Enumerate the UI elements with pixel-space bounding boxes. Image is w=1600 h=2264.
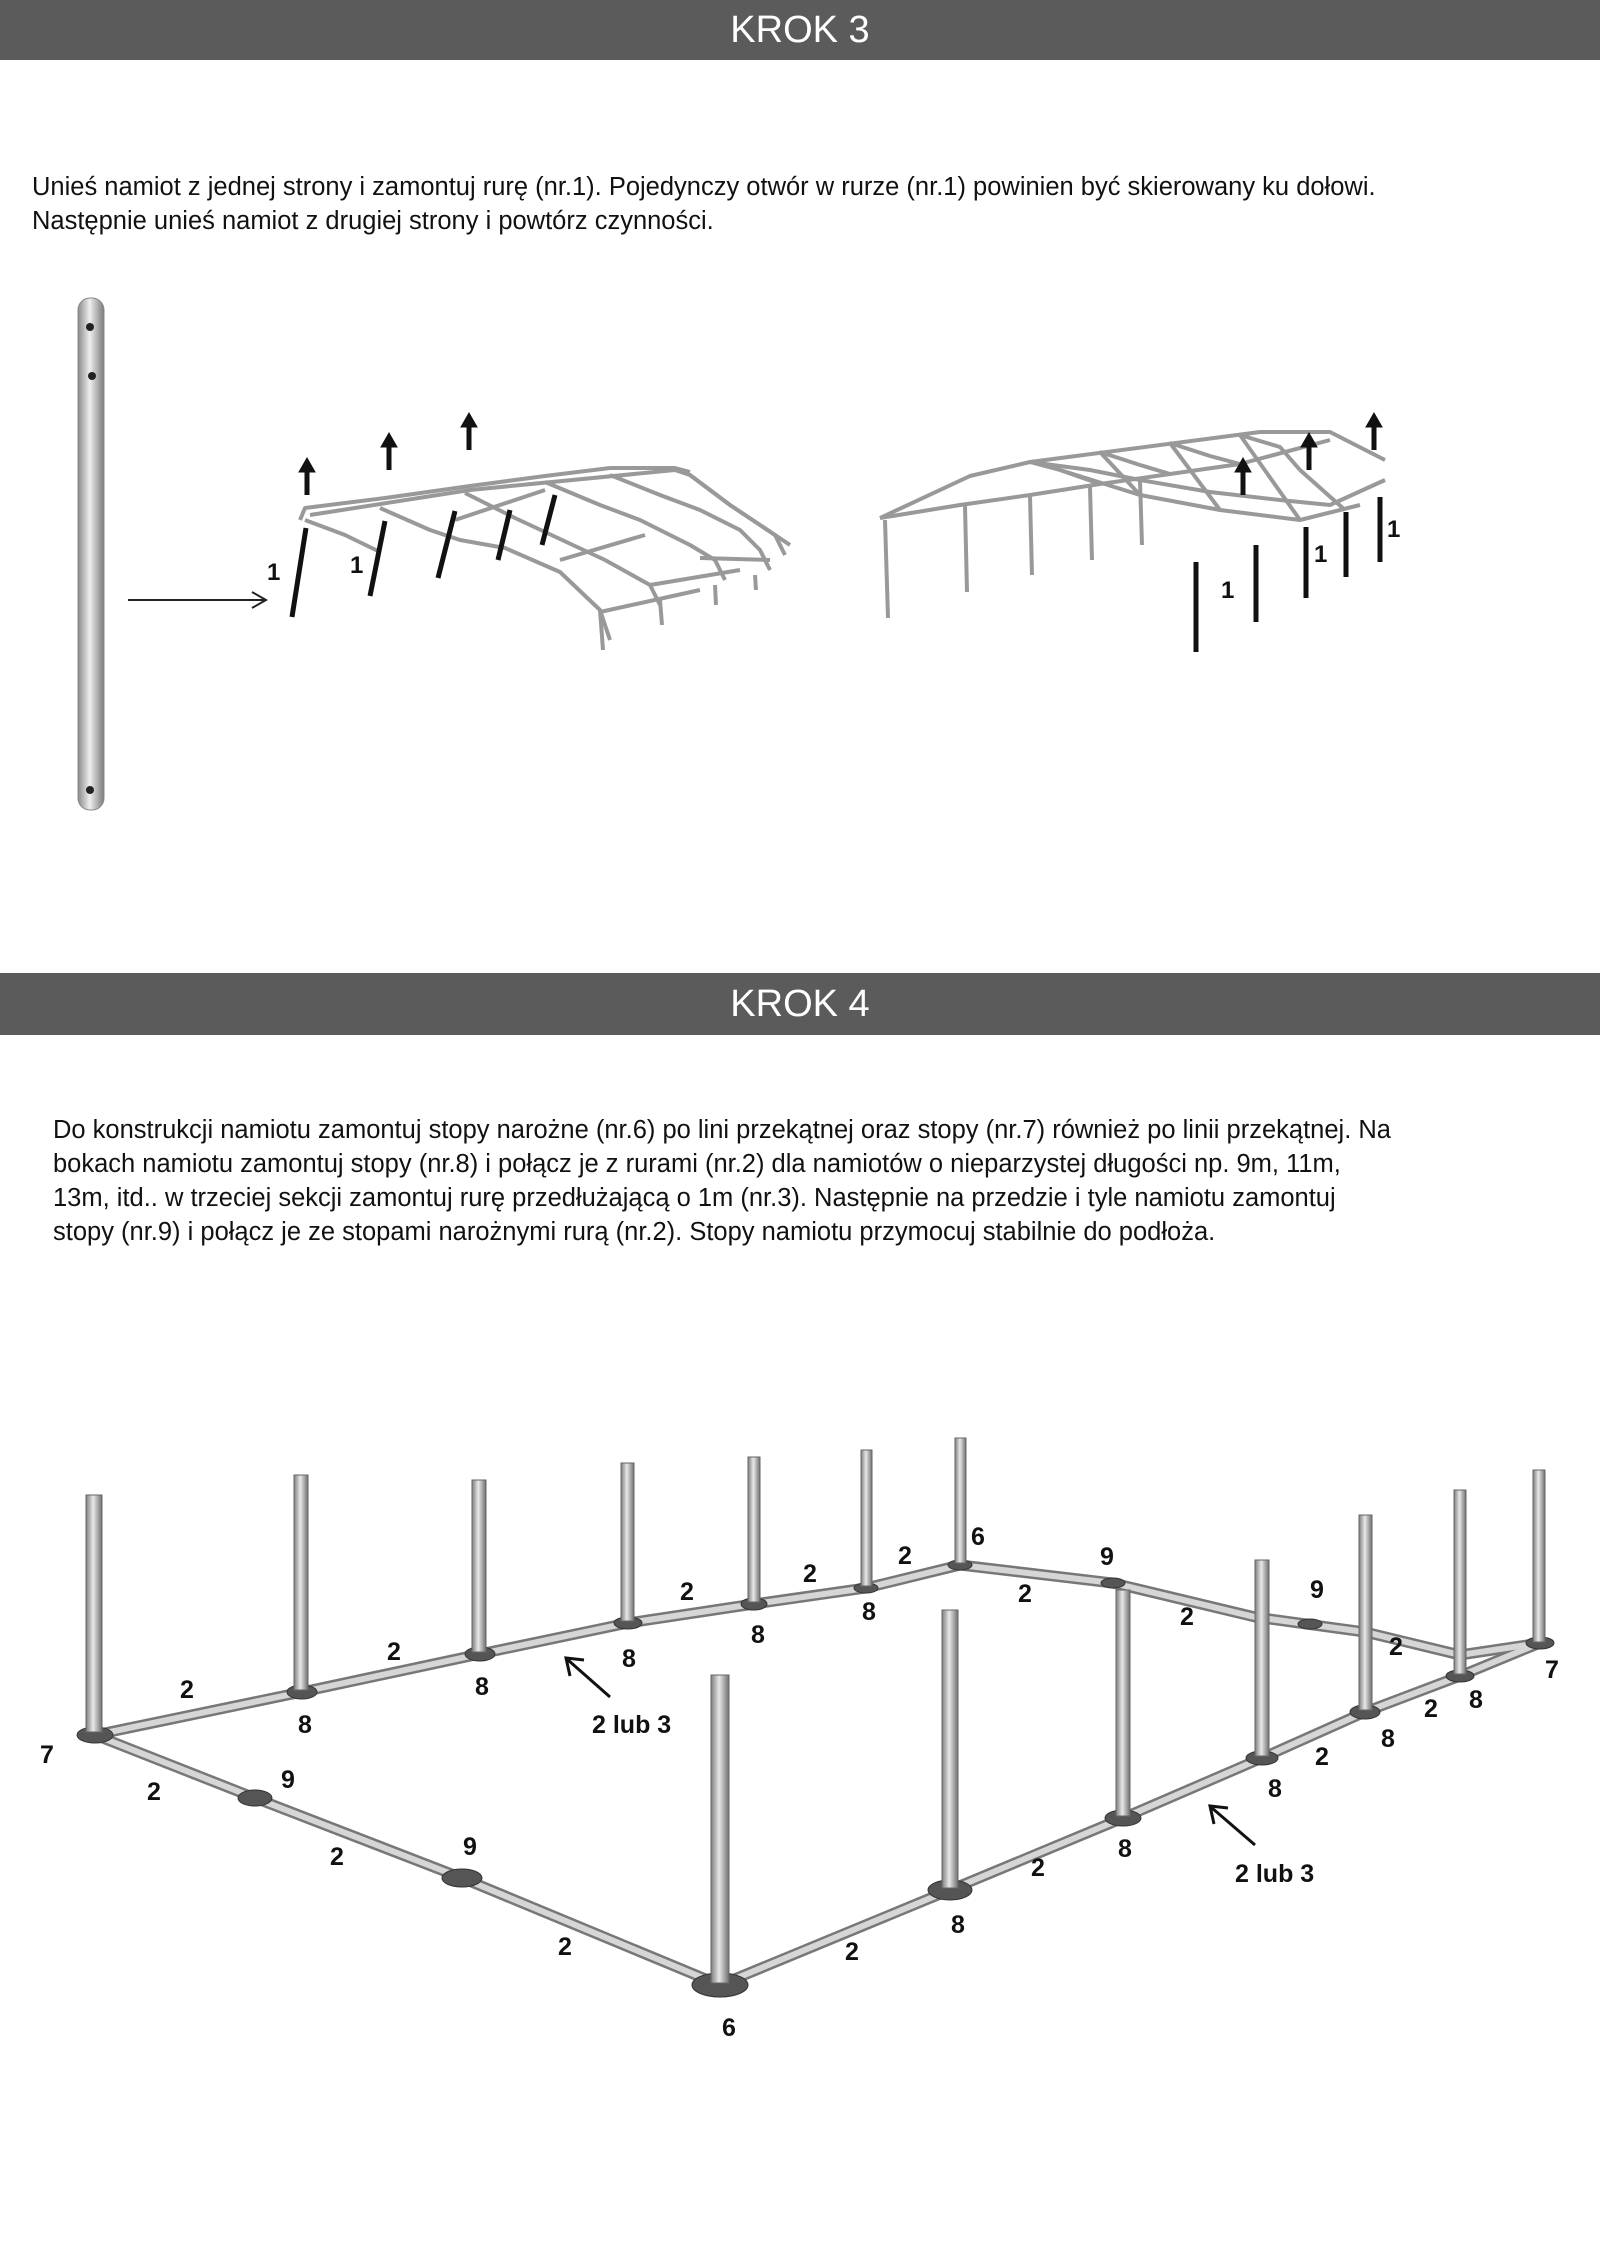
label-side-foot: 8 — [298, 1711, 312, 1739]
label-end-foot: 9 — [281, 1766, 295, 1794]
pipe-label: 1 — [1221, 577, 1235, 604]
label-extension: 2 lub 3 — [1235, 1860, 1315, 1888]
label-pipe-2: 2 — [1018, 1580, 1032, 1608]
label-extension: 2 lub 3 — [592, 1711, 672, 1739]
label-corner-foot: 6 — [971, 1523, 985, 1551]
label-end-foot: 9 — [1100, 1543, 1114, 1571]
label-side-foot: 8 — [951, 1911, 965, 1939]
label-pipe-2: 2 — [1180, 1603, 1194, 1631]
label-pipe-2: 2 — [180, 1676, 194, 1704]
step3-line-2: Następnie unieś namiot z drugiej strony i powtórz czynności. — [32, 207, 714, 235]
label-end-foot: 9 — [463, 1833, 477, 1861]
step3-title: KROK 3 — [730, 9, 870, 51]
label-pipe-2: 2 — [680, 1578, 694, 1606]
label-pipe-2: 2 — [147, 1778, 161, 1806]
ground-pipes — [95, 1565, 1540, 1985]
label-pipe-2: 2 — [387, 1638, 401, 1666]
step4-line-1: Do konstrukcji namiotu zamontuj stopy narożne (nr.6) po lini przekątnej oraz stopy (nr.7) również po linii przekątnej. Na — [53, 1116, 1391, 1144]
label-side-foot: 8 — [622, 1645, 636, 1673]
pipe-label: 1 — [350, 552, 364, 579]
label-side-foot: 8 — [1118, 1835, 1132, 1863]
label-pipe-2: 2 — [1389, 1633, 1403, 1661]
label-pipe-2: 2 — [1315, 1743, 1329, 1771]
label-end-foot: 9 — [1310, 1576, 1324, 1604]
label-side-foot: 8 — [1381, 1725, 1395, 1753]
pipe-label: 1 — [1387, 516, 1401, 543]
pipe-label: 1 — [1314, 541, 1328, 568]
label-pipe-2: 2 — [1031, 1854, 1045, 1882]
label-side-foot: 8 — [1268, 1775, 1282, 1803]
step4-line-3: 13m, itd.. w trzeciej sekcji zamontuj rurę przedłużającą o 1m (nr.3). Następnie na przedzie i tyle namiotu zamontuj — [53, 1184, 1336, 1212]
step3-line-1: Unieś namiot z jednej strony i zamontuj rurę (nr.1). Pojedynczy otwór w rurze (nr.1) powinien być skierowany ku dołowi. — [32, 173, 1376, 201]
step4-line-4: stopy (nr.9) i połącz je ze stopami narożnymi rurą (nr.2). Stopy namiotu przymocuj stabilnie do podłoża. — [53, 1218, 1216, 1246]
label-diagonal-foot: 7 — [1545, 1656, 1559, 1684]
pipe-label: 1 — [267, 559, 281, 586]
label-pipe-2: 2 — [1424, 1695, 1438, 1723]
label-pipe-2: 2 — [898, 1542, 912, 1570]
label-side-foot: 8 — [751, 1621, 765, 1649]
extension-arrows — [566, 1658, 1255, 1845]
step4-line-2: bokach namiotu zamontuj stopy (nr.8) i połącz je z rurami (nr.2) dla namiotów o nieparzystej długości np. 9m, 11m, — [53, 1150, 1341, 1178]
label-pipe-2: 2 — [803, 1560, 817, 1588]
label-side-foot: 8 — [862, 1598, 876, 1626]
label-pipe-2: 2 — [330, 1843, 344, 1871]
label-side-foot: 8 — [475, 1673, 489, 1701]
label-diagonal-foot: 7 — [40, 1741, 54, 1769]
step4-title: KROK 4 — [730, 983, 870, 1025]
label-pipe-2: 2 — [845, 1938, 859, 1966]
label-pipe-2: 2 — [558, 1933, 572, 1961]
label-corner-foot: 6 — [722, 2014, 736, 2042]
label-side-foot: 8 — [1469, 1686, 1483, 1714]
